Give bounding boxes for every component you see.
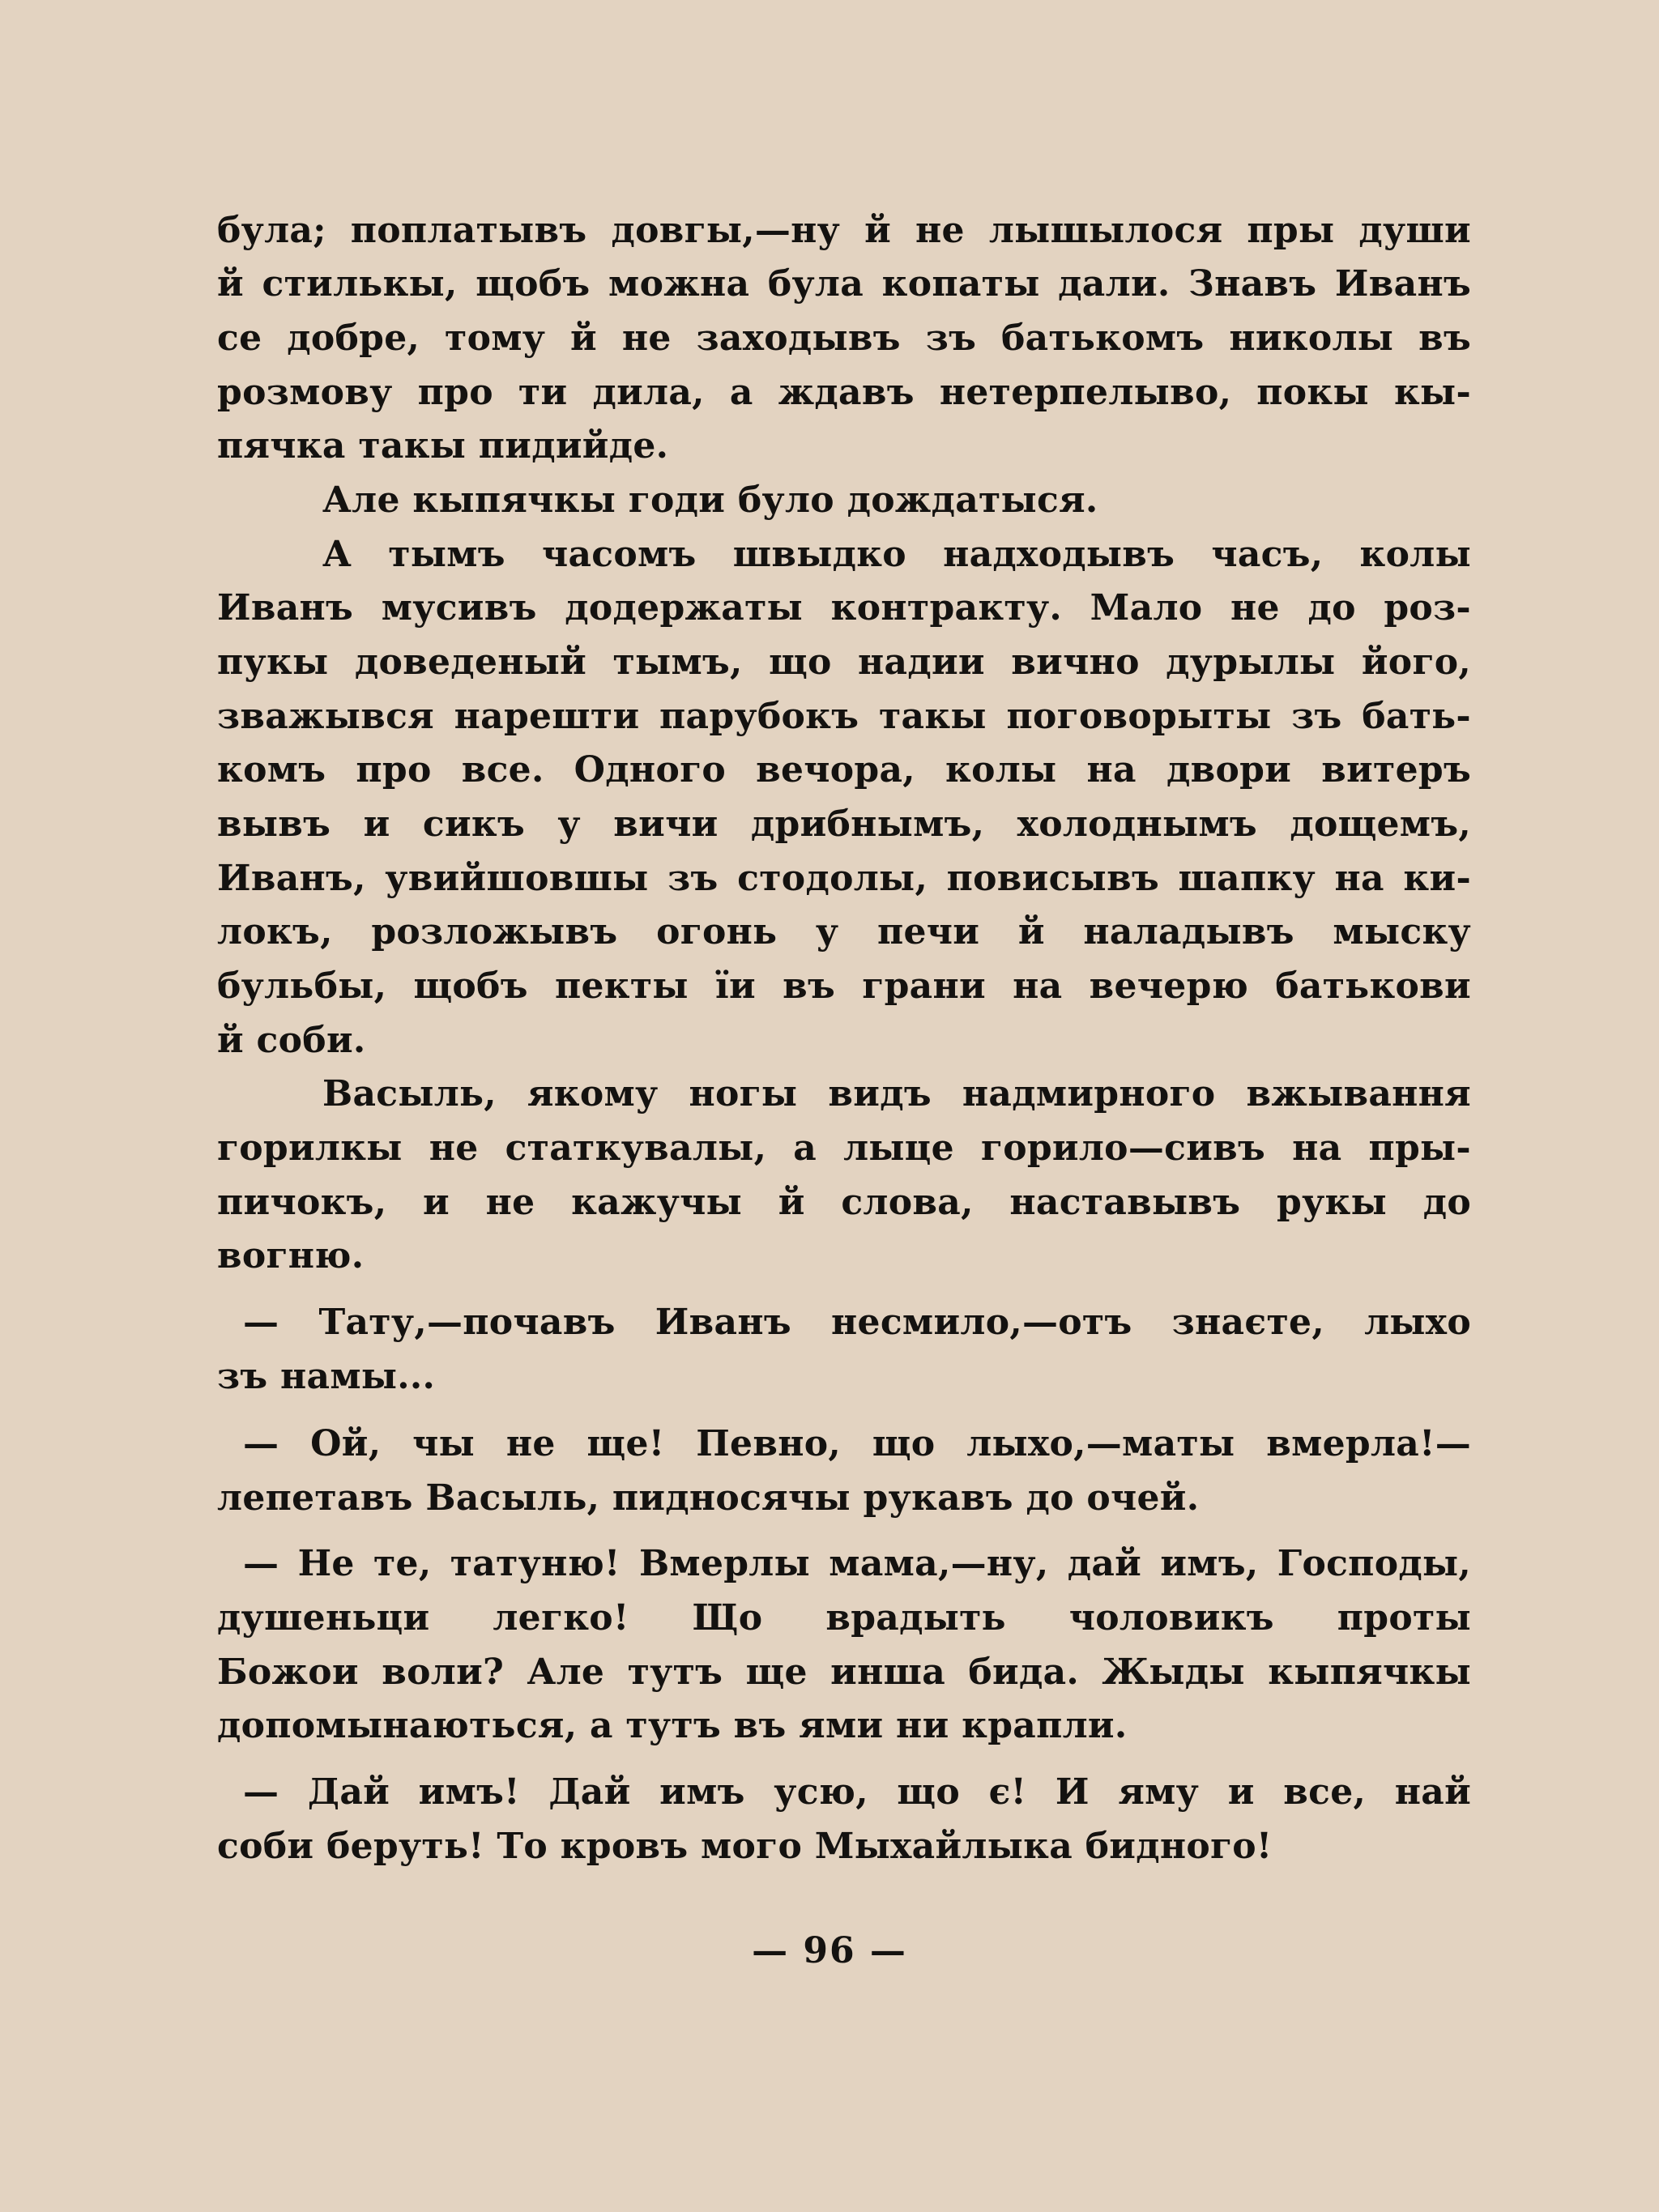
paragraph-first-line: Але кыпячкы годи було дождатыся.: [322, 479, 1098, 521]
text-line: Иванъ мусивъ додержаты контракту. Мало не до роз-: [217, 587, 1471, 629]
text-line: допомынаються, а тутъ въ ями ни крапли.: [217, 1705, 1128, 1746]
text-line: горилкы не статкувалы, а лыце горило—сивъ на пры-: [217, 1127, 1471, 1169]
text-line: була; поплатывъ довгы,—ну й не лышылося пры души: [217, 210, 1471, 251]
text-line: вывъ и сикъ у вичи дрибнымъ, холоднымъ дощемъ,: [217, 803, 1471, 845]
text-line: Божои воли? Але тутъ ще инша бида. Жыды кыпячкы: [217, 1652, 1471, 1693]
dialogue-line: — Ой, чы не ще! Певно, що лыхо,—маты вмерла!—: [243, 1423, 1471, 1464]
text-line: соби беруть! То кровъ мого Мыхайлыка бидного!: [217, 1826, 1273, 1867]
text-line: пукы доведеный тымъ, що надии вично дурылы його,: [217, 641, 1471, 683]
text-line: пячка такы пидийде.: [217, 425, 669, 467]
text-line: зважывся нарешти парубокъ такы поговорыты зъ бать-: [217, 696, 1471, 737]
text-line: й соби.: [217, 1020, 366, 1061]
dialogue-line: — Дай имъ! Дай имъ усю, що є! И яму и все, най: [243, 1771, 1471, 1813]
text-line: Иванъ, увийшовшы зъ стодолы, повисывъ шапку на ки-: [217, 858, 1471, 899]
text-line: лепетавъ Васыль, пидносячы рукавъ до очей.: [217, 1477, 1200, 1519]
text-line: пичокъ, и не кажучы й слова, наставывъ рукы до: [217, 1182, 1471, 1223]
paragraph-first-line: А тымъ часомъ швыдко надходывъ часъ, колы: [322, 534, 1471, 575]
paragraph-first-line: Васыль, якому ногы видъ надмирного вжывання: [322, 1073, 1471, 1115]
text-line: душеньци легко! Що врадыть чоловикъ проты: [217, 1597, 1471, 1639]
text-line: се добре, тому й не заходывъ зъ батькомъ николы въ: [217, 318, 1471, 359]
text-line: зъ намы...: [217, 1356, 436, 1397]
page-number: — 96 —: [752, 1930, 907, 1971]
text-line: й стилькы, щобъ можна була копаты дали. Знавъ Иванъ: [217, 263, 1471, 305]
text-line: бульбы, щобъ пекты їи въ грани на вечерю батькови: [217, 965, 1471, 1007]
text-line: локъ, розложывъ огонь у печи й наладывъ мыску: [217, 911, 1471, 953]
text-line: комъ про все. Одного вечора, колы на двори витеръ: [217, 749, 1471, 791]
text-line: вогню.: [217, 1235, 365, 1276]
text-line: розмову про ти дила, а ждавъ нетерпелыво, покы кы-: [217, 372, 1471, 413]
dialogue-line: — Не те, татуню! Вмерлы мама,—ну, дай имъ, Господы,: [243, 1543, 1471, 1584]
dialogue-line: — Тату,—почавъ Иванъ несмило,—отъ знаєте, лыхо: [243, 1302, 1471, 1343]
